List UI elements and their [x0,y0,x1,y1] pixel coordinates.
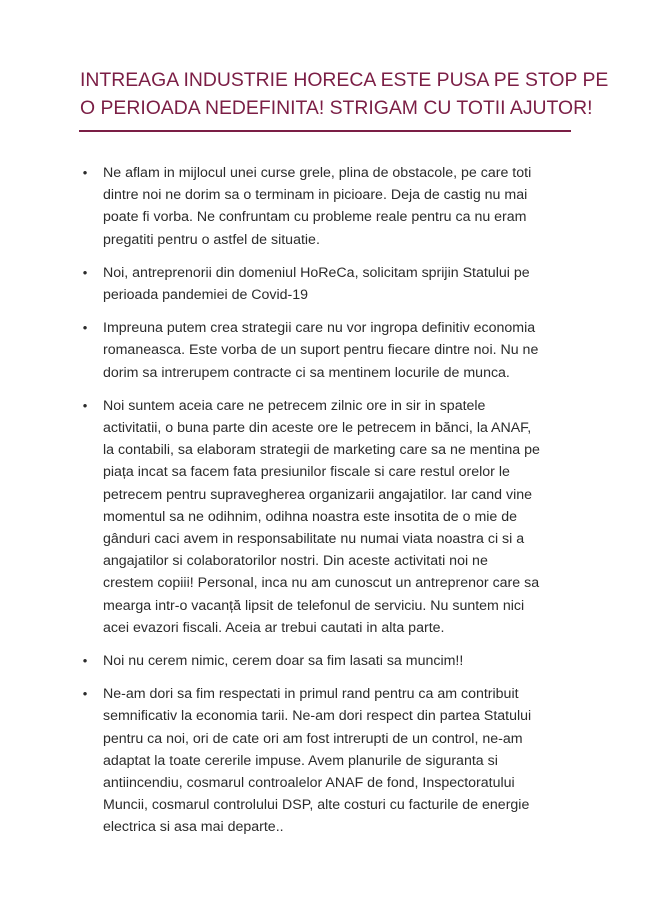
title-line: INTREAGA INDUSTRIE HORECA ESTE PUSA PE STOP PE [80,69,609,91]
paragraph-line: Noi suntem aceia care ne petrecem zilnic ore in sir in spatele [103,397,486,414]
paragraph-line: romaneasca. Este vorba de un suport pentru fiecare dintre noi. Nu ne [103,342,539,359]
bullet-icon: • [82,320,88,336]
list-item [80,262,580,306]
bullet-icon: • [82,264,88,280]
paragraph-line: angajatilor si colaboratorilor nostri. Din aceste activitati noi ne [103,553,488,570]
paragraph-line: petrecem pentru supravegherea organizarii angajatilor. Iar cand vine [103,486,533,503]
title-line: O PERIOADA NEDEFINITA! STRIGAM CU TOTII AJUTOR! [80,97,593,119]
paragraph-line: dintre noi ne dorim sa o terminam in picioare. Deja de castig nu mai [103,187,528,204]
paragraph-line: Noi, antreprenorii din domeniul HoReCa, solicitam sprijin Statului pe [103,264,530,281]
paragraph-line: Ne aflam in mijlocul unei curse grele, plina de obstacole, pe care toti [103,165,532,181]
paragraph-line: activitatii, o buna parte din aceste ore le petrecem in bănci, la ANAF, [103,420,532,437]
paragraph-line: gânduri caci avem in responsabilitate nu numai viata noastra ci si a [103,531,525,548]
paragraph-line: adaptat la toate cererile impuse. Avem planurile de siguranta si [103,752,498,769]
paragraph-line: acei evazori fiscali. Aceia ar trebui cautati in alta parte. [103,619,445,636]
paragraph-line: Noi nu cerem nimic, cerem doar sa fim lasati sa muncim!! [103,653,464,670]
paragraph-line: momentul sa ne odihnim, odihna noastra este insotita de o mie de [103,508,518,525]
bullet-icon: • [82,397,88,413]
paragraph-line: pentru ca noi, ori de cate ori am fost intrerupti de un control, ne-am [103,730,523,747]
list-item [80,162,580,251]
list-item [80,317,580,384]
paragraph-line: crestem copiii! Personal, inca nu am cunoscut un antreprenor care sa [103,575,540,592]
paragraph-line: la contabili, sa elaboram strategii de marketing care sa ne mentina pe [103,442,540,459]
paragraph-line: antiincendiu, cosmarul controalelor ANAF de fond, Inspectoratului [103,775,515,792]
list-item [80,395,580,639]
list-item [80,683,580,838]
paragraph-line: poate fi vorba. Ne confruntam cu probleme reale pentru ca nu eram [103,209,527,226]
bullet-icon: • [82,686,88,702]
paragraph-line: mearga intr-o vacanță lipsit de telefonul de serviciu. Nu suntem nici [103,597,525,614]
bullet-list [80,162,580,850]
paragraph-line: Impreuna putem crea strategii care nu vor ingropa definitiv economia [103,320,536,337]
paragraph-line: dorim sa intrerupem contracte ci sa mentinem locurile de munca. [103,364,510,381]
paragraph-line: Muncii, cosmarul controlului DSP, alte costuri cu facturile de energie [103,797,530,814]
bullet-icon: • [82,653,88,669]
title-divider [79,130,571,132]
paragraph-line: electrica si asa mai departe.. [103,819,284,836]
paragraph-line: semnificativ la economia tarii. Ne-am dori respect din partea Statului [103,708,532,725]
paragraph-line: piața incat sa facem fata presiunilor fiscale si care restul orelor le [103,464,510,481]
bullet-icon: • [82,165,88,180]
page-title [80,66,609,122]
list-item [80,650,580,672]
paragraph-line: Ne-am dori sa fim respectati in primul rand pentru ca am contribuit [103,686,519,703]
paragraph-line: pregatiti pentru o astfel de situatie. [103,231,320,248]
paragraph-line: perioada pandemiei de Covid-19 [103,287,309,304]
